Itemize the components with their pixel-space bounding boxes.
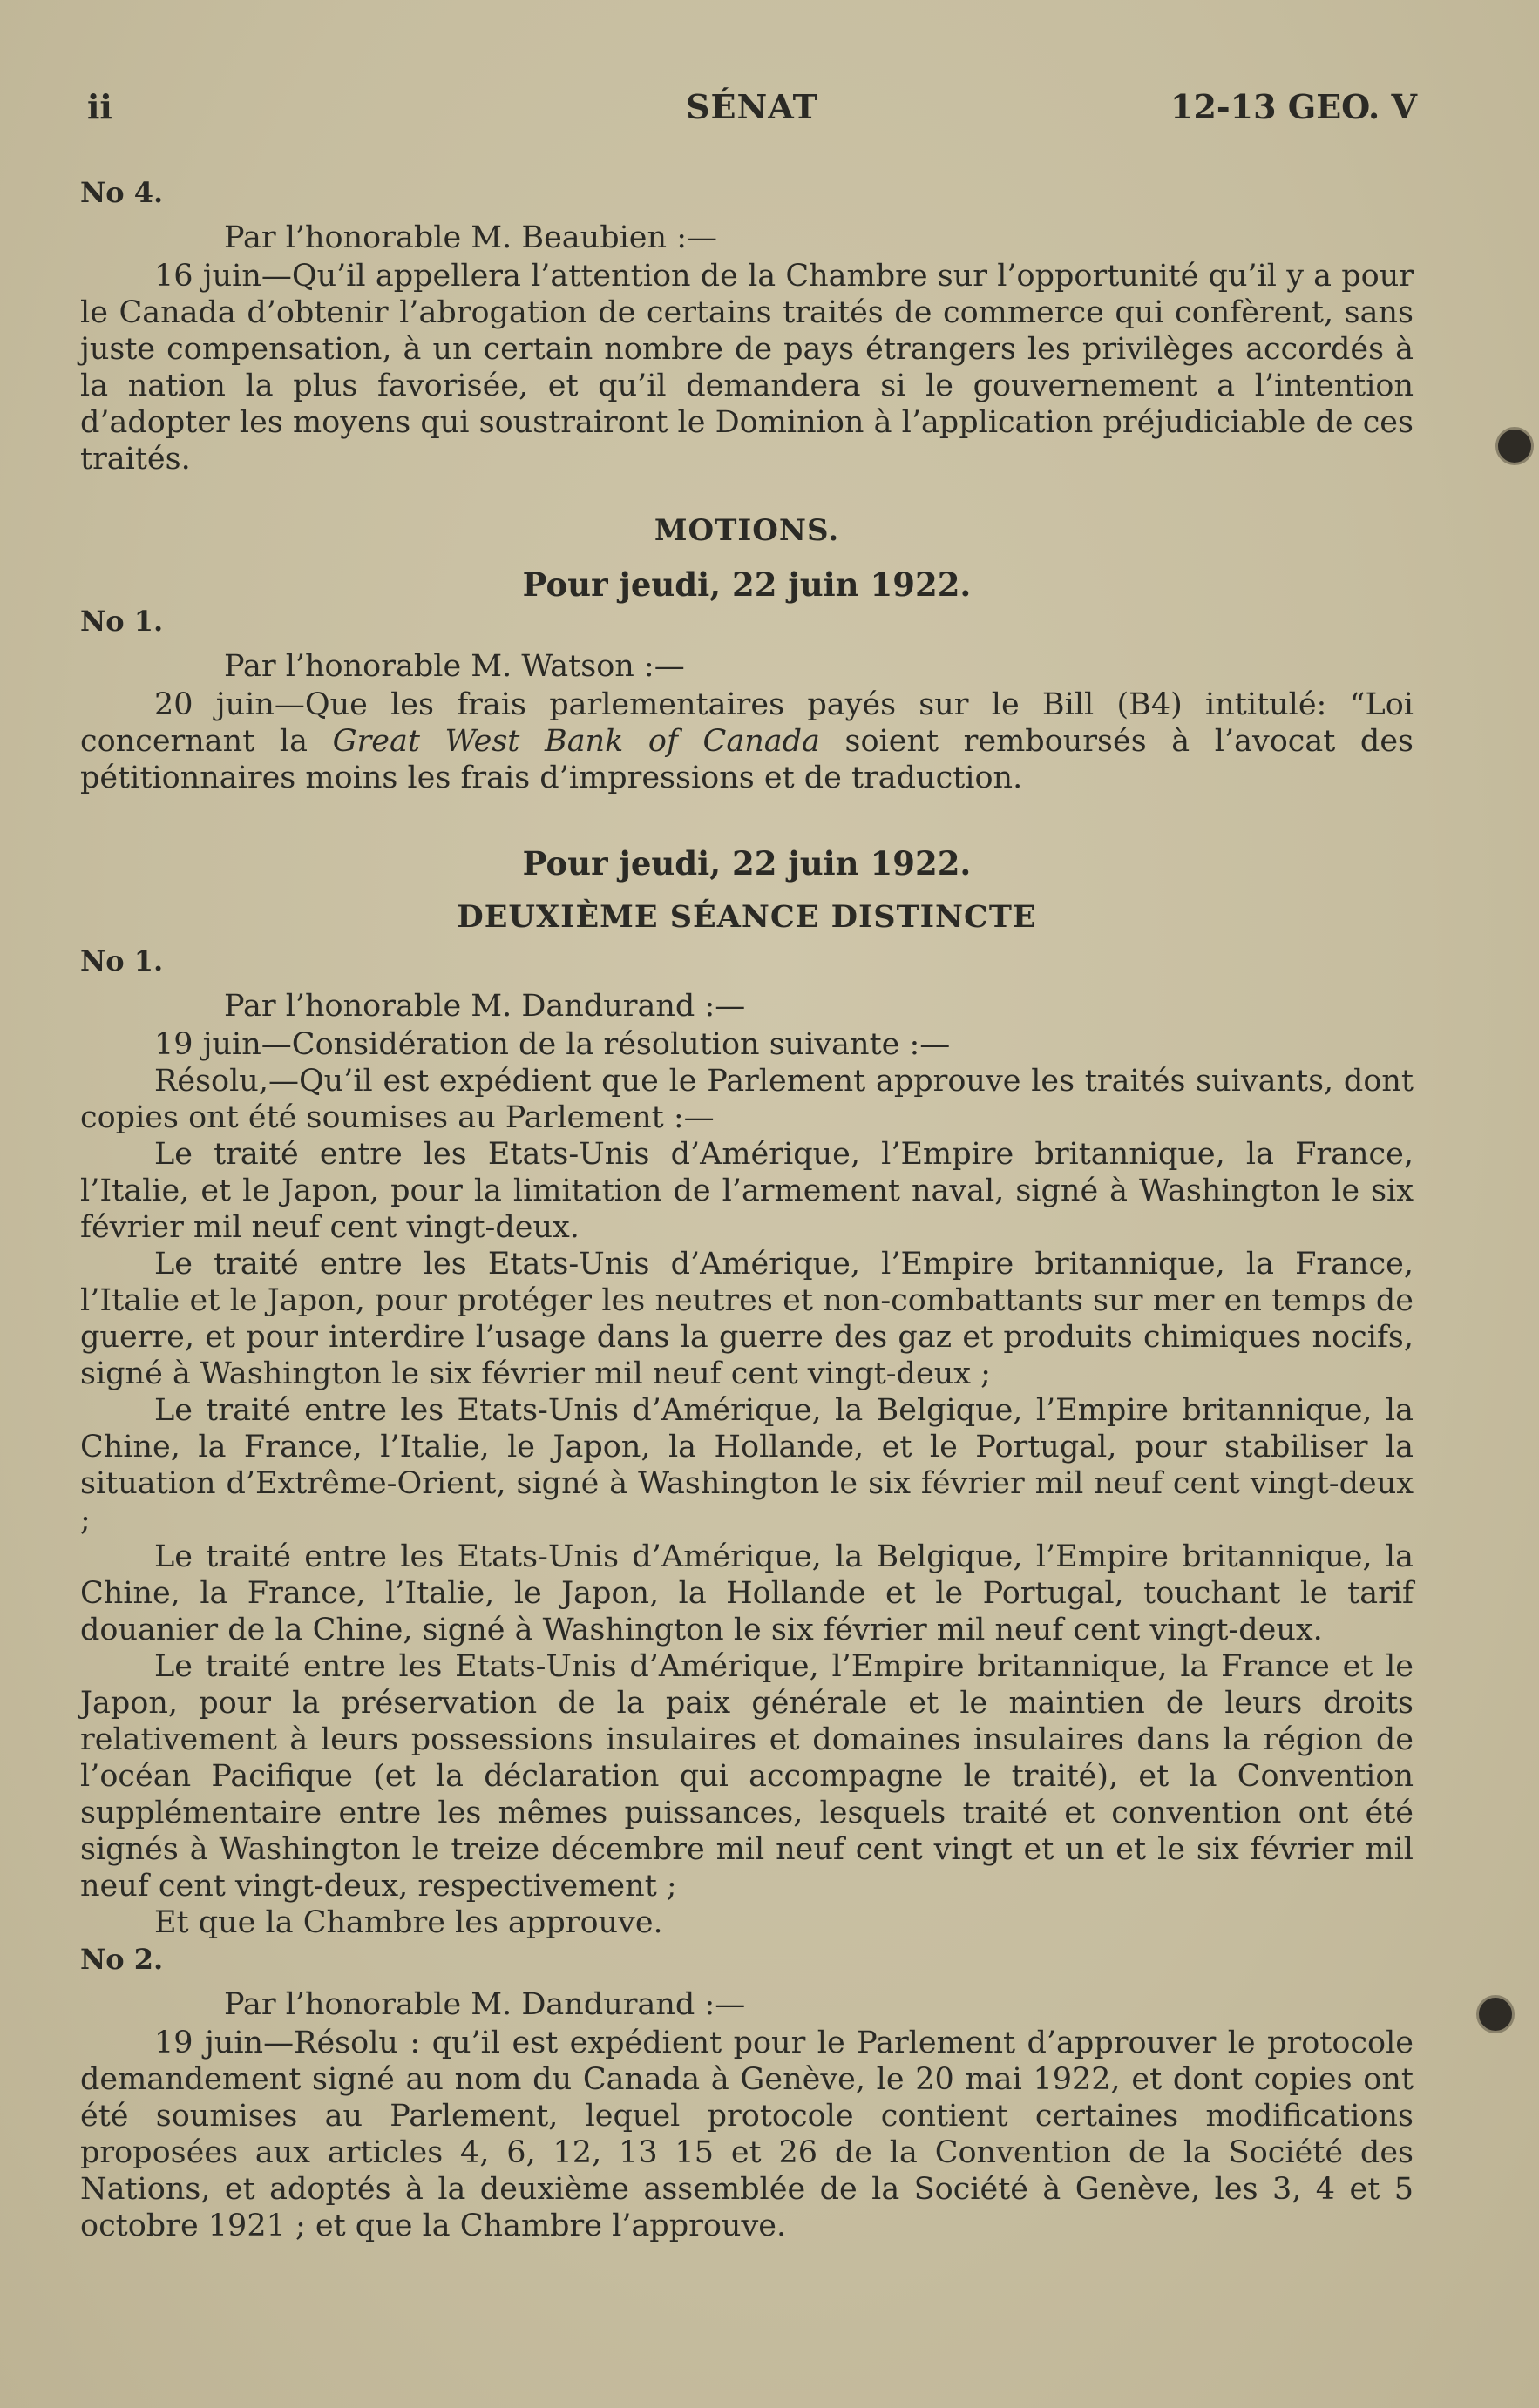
motions-heading: MOTIONS. bbox=[654, 513, 840, 548]
session-paragraph: Le traité entre les Etats-Unis d’Amérique, la Belgique, l’Empire britannique, la Chine, la France, l’Italie, le Japon, la Hollande et le Portugal, touchant le tarif douanier de la Chine, signé à Washington le six février mil neuf cent vingt-deux. bbox=[80, 1539, 1414, 1647]
session-paragraph: 19 juin—Considération de la résolution suivante :— bbox=[154, 1027, 951, 1062]
session-heading: DEUXIÈME SÉANCE DISTINCTE bbox=[457, 899, 1037, 935]
motion-text bbox=[80, 687, 1414, 796]
notice-mover: Par l’honorable M. Beaubien :— bbox=[224, 220, 717, 255]
page-title: SÉNAT bbox=[686, 87, 818, 126]
page-header bbox=[87, 87, 1417, 139]
notice-number: No 4. bbox=[80, 176, 164, 209]
motion-number: No 1. bbox=[80, 605, 164, 638]
binding-hole-icon bbox=[1476, 1995, 1515, 2033]
motion-mover-text: Par l’honorable M. Watson :— bbox=[224, 649, 685, 684]
session-paragraph: Le traité entre les Etats-Unis d’Amérique, la Belgique, l’Empire britannique, la Chine, la France, l’Italie, le Japon, la Hollande, et le Portugal, pour stabiliser la situation d’Extrême-Orient, signé à Washington le six février mil neuf cent vingt-deux ; bbox=[80, 1393, 1414, 1538]
reign-label: 12-13 GEO. V bbox=[1170, 87, 1417, 126]
session-item-number-2: No 2. bbox=[80, 1943, 164, 1976]
session-item-mover-2: Par l’honorable M. Dandurand :— bbox=[224, 1987, 746, 2022]
date-heading-2: Pour jeudi, 22 juin 1922. bbox=[522, 844, 972, 883]
session-paragraph: Le traité entre les Etats-Unis d’Amérique, l’Empire britannique, la France, l’Italie et le Japon, pour protéger les neutres et non-combattants sur mer en temps de guerre, et pour interdire l’usage dans la guerre des gaz et produits chimiques nocifs, signé à Washington le six février mil neuf cent vingt-deux ; bbox=[80, 1247, 1414, 1391]
session-paragraph: Le traité entre les Etats-Unis d’Amérique, l’Empire britannique, la France, l’Italie, et le Japon, pour la limitation de l’armement naval, signé à Washington le six février mil neuf cent vingt-deux. bbox=[80, 1137, 1414, 1245]
session-item-mover-1: Par l’honorable M. Dandurand :— bbox=[224, 989, 746, 1024]
motion-text-after: soient remboursés à l’avocat des pétitionnaires moins les frais d’impressions et de traduction. bbox=[80, 724, 1414, 795]
page-number: ii bbox=[87, 87, 112, 126]
session-item-text-2: 19 juin—Résolu : qu’il est expédient pour le Parlement d’approuver le protocole demandement signé au nom du Canada à Genève, le 20 mai 1922, et dont copies ont été soumises au Parlement, lequel protocole contient certaines modifications proposées aux articles 4, 6, 12, 13 15 et 26 de la Convention de la Société des Nations, et adoptés à la deuxième assemblée de la Société à Genève, les 3, 4 et 5 octobre 1921 ; et que la Chambre l’approuve. bbox=[80, 2026, 1414, 2243]
motion-mover bbox=[80, 648, 1414, 685]
date-heading-1: Pour jeudi, 22 juin 1922. bbox=[522, 565, 972, 604]
session-paragraph: Le traité entre les Etats-Unis d’Amérique, l’Empire britannique, la France et le Japon, pour la préservation de la paix générale et le maintien de leurs droits relativement à leurs possessions insulaires et domaines insulaires dans la région de l’océan Pacifique (et la déclaration qui accompagne le traité), et la Convention supplémentaire entre les mêmes puissances, lesquels traité et convention ont été signés à Washington le treize décembre mil neuf cent vingt et un et le six février mil neuf cent vingt-deux, respectivement ; bbox=[80, 1649, 1414, 1904]
session-item-number-1: No 1. bbox=[80, 944, 164, 977]
session-paragraph: Et que la Chambre les approuve. bbox=[154, 1905, 663, 1940]
notice-text: 16 juin—Qu’il appellera l’attention de la Chambre sur l’opportunité qu’il y a pour le Canada d’obtenir l’abrogation de certains traités de commerce qui confèrent, sans juste compensation, à un certain nombre de pays étrangers les privilèges accordés à la nation la plus favorisée, et qu’il demandera si le gouvernement a l’intention d’adopter les moyens qui soustrairont le Dominion à l’application préjudiciable de ces traités. bbox=[80, 259, 1414, 477]
motion-text-before: 20 juin—Que les frais parlementaires payés sur le Bill (B4) intitulé: “Loi concernant la bbox=[80, 687, 1414, 759]
binding-hole-icon bbox=[1495, 427, 1534, 465]
session-paragraph: Résolu,—Qu’il est expédient que le Parlement approuve les traités suivants, dont copies ont été soumises au Parlement :— bbox=[80, 1064, 1414, 1135]
motion-text-italic: Great West Bank of Canada bbox=[332, 724, 820, 759]
document-body bbox=[80, 174, 1414, 2244]
